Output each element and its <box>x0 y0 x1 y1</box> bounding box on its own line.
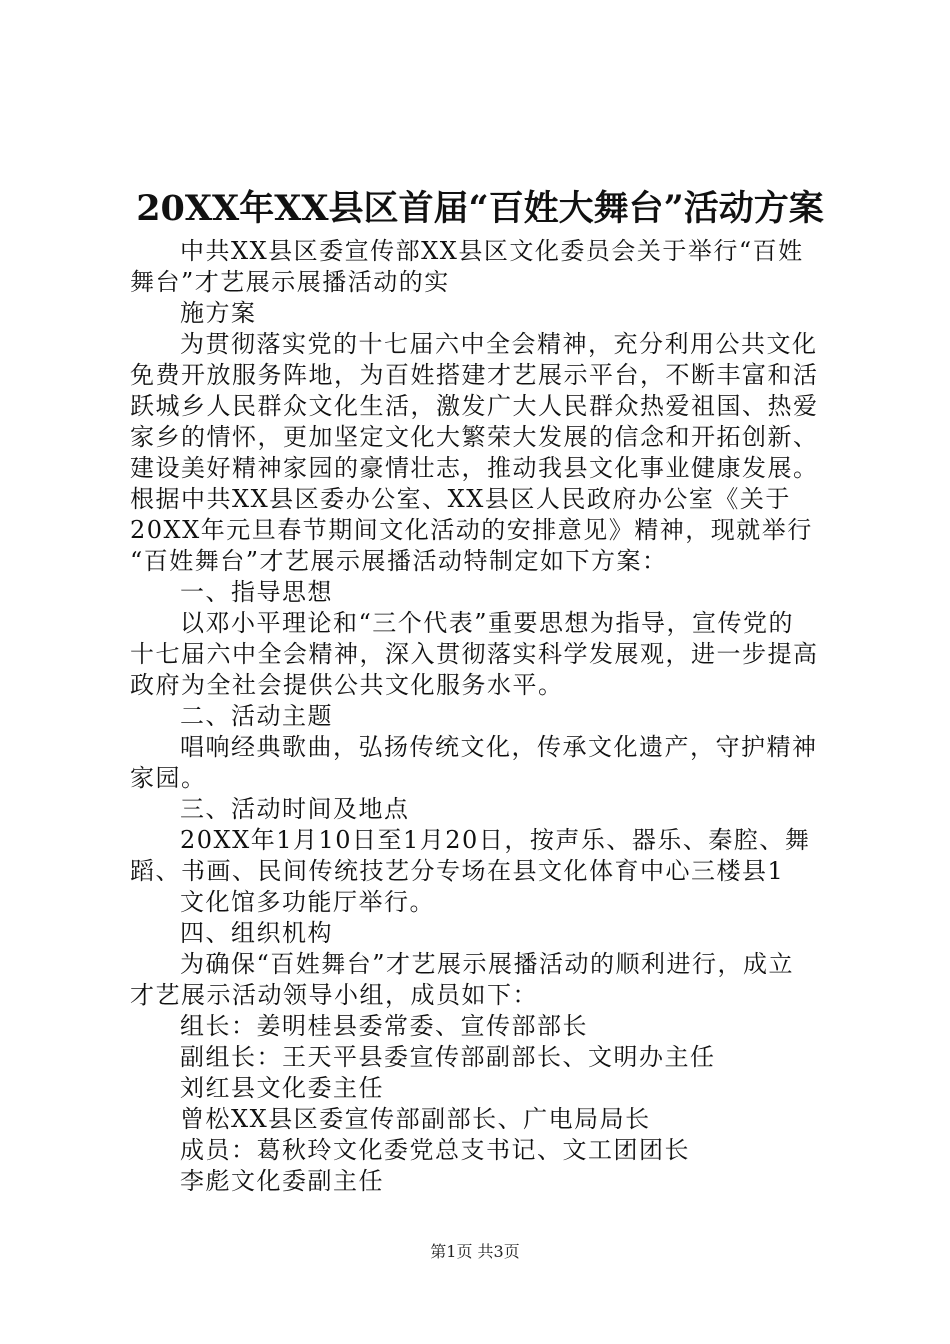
paragraph <box>130 236 830 298</box>
text-line: 建设美好精神家园的豪情壮志，推动我县文化事业健康发展。 <box>130 454 819 482</box>
document-body <box>130 236 830 1197</box>
text-line: 刘红县文化委主任 <box>180 1074 384 1102</box>
paragraph <box>130 1042 830 1073</box>
text-line: 组长：姜明桂县委常委、宣传部部长 <box>180 1012 588 1040</box>
text-line: 成员：葛秋玲文化委党总支书记、文工团团长 <box>180 1136 690 1164</box>
text-line: 二、活动主题 <box>180 702 333 730</box>
paragraph <box>130 1073 830 1104</box>
text-line: 中共XX县区委宣传部XX县区文化委员会关于举行“百姓 <box>180 237 804 265</box>
page-footer: 第1页 共3页 <box>430 1242 520 1261</box>
paragraph <box>130 608 830 701</box>
paragraph <box>130 1011 830 1042</box>
paragraph <box>130 825 830 887</box>
text-line: 家园。 <box>130 764 207 792</box>
paragraph <box>130 1166 830 1197</box>
text-line: 十七届六中全会精神，深入贯彻落实科学发展观，进一步提高 <box>130 640 819 668</box>
paragraph <box>130 329 830 577</box>
paragraph <box>130 701 830 732</box>
paragraph <box>130 918 830 949</box>
text-line: 四、组织机构 <box>180 919 333 947</box>
text-line: 跃城乡人民群众文化生活，激发广大人民群众热爱祖国、热爱 <box>130 392 819 420</box>
text-line: 政府为全社会提供公共文化服务水平。 <box>130 671 564 699</box>
text-line: 副组长：王天平县委宣传部副部长、文明办主任 <box>180 1043 716 1071</box>
paragraph <box>130 794 830 825</box>
text-line: 蹈、书画、民间传统技艺分专场在县文化体育中心三楼县1 <box>130 857 785 885</box>
text-line: 免费开放服务阵地，为百姓搭建才艺展示平台，不断丰富和活 <box>130 361 819 389</box>
text-line: 唱响经典歌曲，弘扬传统文化，传承文化遗产，守护精神 <box>180 733 818 761</box>
text-line: 家乡的情怀，更加坚定文化大繁荣大发展的信念和开拓创新、 <box>130 423 819 451</box>
text-line: 曾松XX县区委宣传部副部长、广电局局长 <box>180 1105 651 1133</box>
text-line: 施方案 <box>180 299 257 327</box>
text-line: 为贯彻落实党的十七届六中全会精神，充分利用公共文化 <box>180 330 818 358</box>
text-line: 李彪文化委副主任 <box>180 1167 384 1195</box>
paragraph <box>130 949 830 1011</box>
paragraph <box>130 732 830 794</box>
text-line: 20XX年元旦春节期间文化活动的安排意见》精神，现就举行 <box>130 516 813 544</box>
text-line: 以邓小平理论和“三个代表”重要思想为指导，宣传党的 <box>180 609 795 637</box>
paragraph <box>130 577 830 608</box>
text-line: 根据中共XX县区委办公室、XX县区人民政府办公室《关于 <box>130 485 791 513</box>
text-line: 三、活动时间及地点 <box>180 795 410 823</box>
paragraph <box>130 1135 830 1166</box>
text-line: 才艺展示活动领导小组，成员如下： <box>130 981 538 1009</box>
document-title: 20XX年XX县区首届“百姓大舞台”活动方案 <box>136 188 824 229</box>
paragraph <box>130 1104 830 1135</box>
text-line: 一、指导思想 <box>180 578 333 606</box>
paragraph <box>130 887 830 918</box>
text-line: 20XX年1月10日至1月20日，按声乐、器乐、秦腔、舞 <box>180 826 811 854</box>
text-line: 文化馆多功能厅举行。 <box>180 888 435 916</box>
text-line: 舞台”才艺展示展播活动的实 <box>130 268 450 296</box>
paragraph <box>130 298 830 329</box>
text-line: “百姓舞台”才艺展示展播活动特制定如下方案： <box>130 547 668 575</box>
text-line: 为确保“百姓舞台”才艺展示展播活动的顺利进行，成立 <box>180 950 795 978</box>
